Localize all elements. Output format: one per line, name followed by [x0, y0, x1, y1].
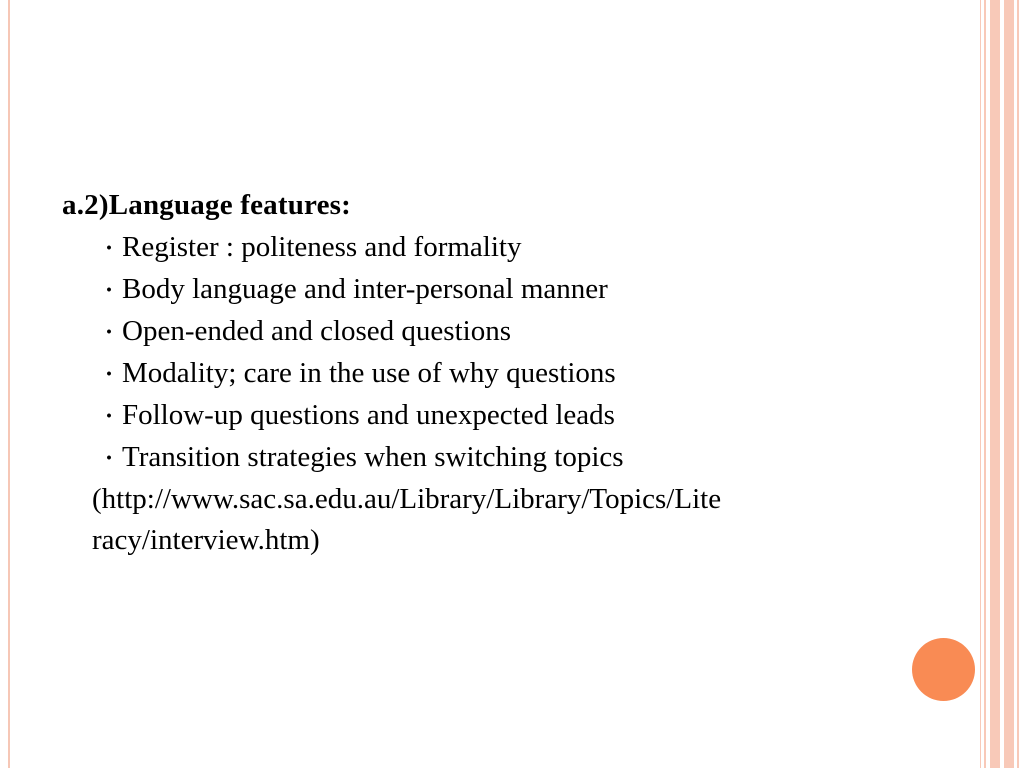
- list-item-text: Modality; care in the use of why questions: [122, 357, 616, 389]
- slide-heading: a.2)Language features:: [62, 189, 352, 221]
- border-stripe: [984, 0, 986, 768]
- accent-circle: [912, 638, 975, 701]
- border-stripe: [980, 0, 981, 768]
- bullet-icon: ・: [98, 446, 121, 471]
- border-stripe: [1017, 0, 1019, 768]
- bullet-icon: ・: [98, 278, 121, 303]
- list-item-text: Register : politeness and formality: [122, 231, 522, 263]
- bullet-icon: ・: [98, 362, 121, 387]
- border-stripe: [1004, 0, 1014, 768]
- list-item: [98, 437, 962, 479]
- list-item: [98, 311, 962, 353]
- bullet-icon: ・: [98, 404, 121, 429]
- bullet-icon: ・: [98, 236, 121, 261]
- list-item: [98, 269, 962, 311]
- right-border-decoration: [976, 0, 1024, 768]
- reference-link-line: (http://www.sac.sa.edu.au/Library/Library/Topics/Lite: [92, 483, 722, 515]
- slide-content: [62, 186, 962, 561]
- list-item: [98, 353, 962, 395]
- list-item-text: Transition strategies when switching topics: [122, 441, 624, 473]
- reference-link-line: racy/interview.htm): [92, 524, 320, 556]
- border-stripe: [990, 0, 1000, 768]
- list-item: [98, 395, 962, 437]
- list-item-text: Body language and inter-personal manner: [122, 273, 608, 305]
- list-item-text: Open-ended and closed questions: [122, 315, 511, 347]
- feature-list: [62, 227, 962, 479]
- list-item-text: Follow-up questions and unexpected leads: [122, 399, 615, 431]
- list-item: [98, 227, 962, 269]
- reference-link[interactable]: [92, 479, 962, 561]
- left-border-rule: [8, 0, 10, 768]
- bullet-icon: ・: [98, 320, 121, 345]
